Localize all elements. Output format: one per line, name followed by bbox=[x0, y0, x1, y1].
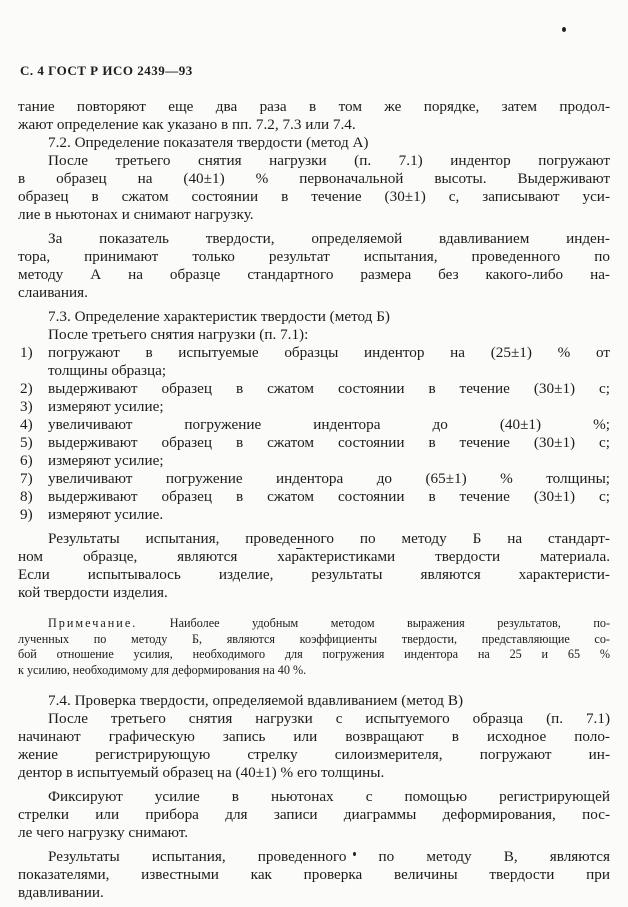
note-block bbox=[18, 616, 610, 678]
text-line: тание повторяют еще два раза в том же порядке, затем продол- bbox=[18, 98, 610, 115]
text-line: За показатель твердости, определяемой вдавливанием инден- bbox=[48, 230, 610, 247]
text-line: начинают графическую запись или возвращают в исходное поло- bbox=[18, 728, 610, 745]
list-number: 3) bbox=[20, 398, 33, 415]
text-line: лученных по методу Б, являются коэффициенты твердости, представляющие со- bbox=[18, 631, 610, 646]
text-line: Фиксируют усилие в ньютонах с помощью регистрирующей bbox=[48, 788, 610, 805]
list-number: 2) bbox=[20, 380, 33, 397]
text-line: Результаты испытания, проведенного по методу Б на стандарт- bbox=[48, 530, 610, 547]
text-line: бой отношение усилия, необходимого для погружения индентора на 25 и 65 % bbox=[18, 647, 610, 661]
text-line: выдерживают образец в сжатом состоянии в течение (30±1) с; bbox=[48, 434, 610, 451]
text-line: толщины образца; bbox=[48, 362, 167, 379]
text-line: к усилию, необходимому для деформирования на 40 %. bbox=[18, 662, 307, 677]
text-line: жение регистрирующую стрелку силоизмерителя, погружают ин- bbox=[18, 746, 610, 763]
text-line: ле чего нагрузку снимают. bbox=[18, 824, 189, 841]
text-line: жают определение как указано в пп. 7.2, 7.3 или 7.4. bbox=[18, 116, 356, 133]
list-item bbox=[18, 488, 610, 506]
section-heading-7-3: 7.3. Определение характеристик твердости (метод Б) bbox=[48, 308, 390, 325]
text-line: увеличивают погружение индентора до (65±1) % толщины; bbox=[48, 470, 610, 487]
text-line: После третьего снятия нагрузки с испытуемого образца (п. 7.1) bbox=[48, 710, 610, 727]
paragraph bbox=[18, 788, 610, 842]
list-number: 9) bbox=[20, 506, 33, 523]
text-line: измеряют усилие; bbox=[48, 398, 164, 415]
section-heading-7-2: 7.2. Определение показателя твердости (метод А) bbox=[48, 134, 369, 151]
paragraph bbox=[18, 230, 610, 302]
page-header: С. 4 ГОСТ Р ИСО 2439—93 bbox=[20, 63, 193, 78]
list-item bbox=[18, 452, 610, 470]
list-number: 5) bbox=[20, 434, 33, 451]
text-line: стрелки или прибора для записи диаграммы деформирования, пос- bbox=[18, 806, 610, 823]
list-number: 7) bbox=[20, 470, 33, 487]
paragraph bbox=[18, 152, 610, 224]
text-line: вдавливании. bbox=[18, 884, 104, 901]
paragraph bbox=[18, 848, 610, 902]
list-number: 8) bbox=[20, 488, 33, 505]
list-item bbox=[18, 470, 610, 488]
section-heading-7-4: 7.4. Проверка твердости, определяемой вдавливанием (метод В) bbox=[48, 692, 464, 709]
list-item bbox=[18, 398, 610, 416]
text-line: выдерживают образец в сжатом состоянии в течение (30±1) с; bbox=[48, 488, 610, 505]
text-line: увеличивают погружение индентора до (40±1) %; bbox=[48, 416, 610, 433]
list-item bbox=[18, 380, 610, 398]
continued-paragraph bbox=[18, 98, 610, 134]
note-label: Примечание. bbox=[48, 616, 138, 630]
text-line: измеряют усилие; bbox=[48, 452, 164, 469]
paragraph bbox=[18, 710, 610, 782]
list-number: 6) bbox=[20, 452, 33, 469]
text-line: образец в сжатом состоянии в течение (30±1) с, записывают уси- bbox=[18, 188, 610, 205]
text-line: Если испытывалось изделие, результаты являются характеристи- bbox=[18, 566, 610, 583]
text-line: измеряют усилие. bbox=[48, 506, 164, 523]
text-line: лие в ньютонах и снимают нагрузку. bbox=[18, 206, 254, 223]
text-line: методу А на образце стандартного размера без какого-либо на- bbox=[18, 266, 610, 283]
text-line: выдерживают образец в сжатом состоянии в течение (30±1) с; bbox=[48, 380, 610, 397]
section-intro: После третьего снятия нагрузки (п. 7.1): bbox=[48, 326, 309, 343]
list-number: 1) bbox=[20, 344, 33, 361]
text-line: Результаты испытания, проведенного по методу В, являются bbox=[48, 848, 610, 865]
text-line: тора, принимают только результат испытания, проведенного по bbox=[18, 248, 610, 265]
list-item bbox=[18, 344, 610, 380]
list-number: 4) bbox=[20, 416, 33, 433]
text-line: ном образце, являются характеристиками твердости материала. bbox=[18, 548, 610, 565]
text-line bbox=[18, 616, 610, 632]
text-line: показателями, известными как проверка величины твердости при bbox=[18, 866, 610, 883]
text-line: слаивания. bbox=[18, 284, 88, 301]
text-line: погружают в испытуемые образцы индентор на (25±1) % от bbox=[48, 344, 610, 361]
list-item bbox=[18, 434, 610, 452]
list-item bbox=[18, 416, 610, 434]
numbered-list bbox=[18, 344, 610, 524]
list-item bbox=[18, 506, 610, 524]
scan-speck bbox=[562, 27, 566, 32]
document-body bbox=[18, 98, 610, 902]
text-line: в образец на (40±1) % первоначальной высоты. Выдерживают bbox=[18, 170, 610, 187]
note-text: Наиболее удобным методом выражения результатов, по- bbox=[137, 616, 610, 630]
paragraph bbox=[18, 530, 610, 602]
text-line: После третьего снятия нагрузки (п. 7.1) индентор погружают bbox=[48, 152, 610, 169]
text-line: дентор в испытуемый образец на (40±1) % его толщины. bbox=[18, 764, 385, 781]
text-line: кой твердости изделия. bbox=[18, 584, 168, 601]
